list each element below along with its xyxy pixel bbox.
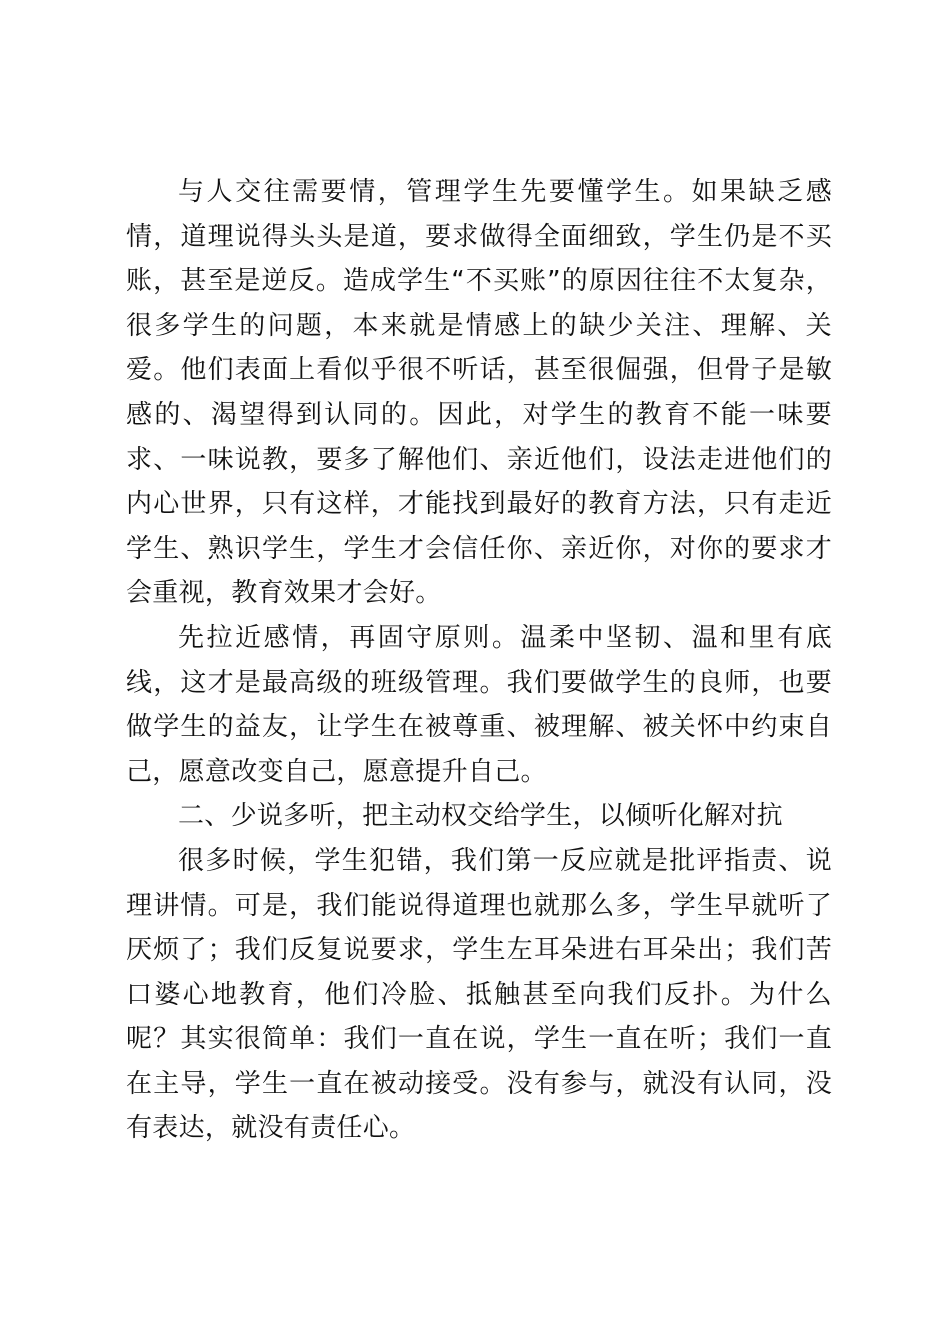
paragraph-emotion-then-principle: 先拉近感情，再固守原则。温柔中坚韧、温和里有底线，这才是最高级的班级管理。我们要做学生的良师，也要做学生的益友，让学生在被尊重、被理解、被关怀中约束自己，愿意改变自己，愿意提升自己。 — [126, 622, 832, 787]
section-heading: 二、少说多听，把主动权交给学生，以倾听化解对抗 — [178, 801, 783, 832]
paragraph-listen-more: 很多时候，学生犯错，我们第一反应就是批评指责、说理讲情。可是，我们能说得道理也就那么多，学生早就听了厌烦了；我们反复说要求，学生左耳朵进右耳朵出；我们苦口婆心地教育，他们冷脸、抵触甚至向我们反扑。为什么呢？其实很简单：我们一直在说，学生一直在听；我们一直在主导，学生一直在被动接受。没有参与，就没有认同，没有表达，就没有责任心。 — [126, 845, 832, 1144]
document-body — [126, 170, 832, 1151]
paragraph-understanding-students: 与人交往需要情，管理学生先要懂学生。如果缺乏感情，道理说得头头是道，要求做得全面细致，学生仍是不买账，甚至是逆反。造成学生“不买账”的原因往往不太复杂，很多学生的问题，本来就是情感上的缺少关注、理解、关爱。他们表面上看似乎很不听话，甚至很倔强，但骨子是敏感的、渴望得到认同的。因此，对学生的教育不能一味要求、一味说教，要多了解他们、亲近他们，设法走进他们的内心世界，只有这样，才能找到最好的教育方法，只有走近学生、熟识学生，学生才会信任你、亲近你，对你的要求才会重视，教育效果才会好。 — [126, 177, 832, 609]
